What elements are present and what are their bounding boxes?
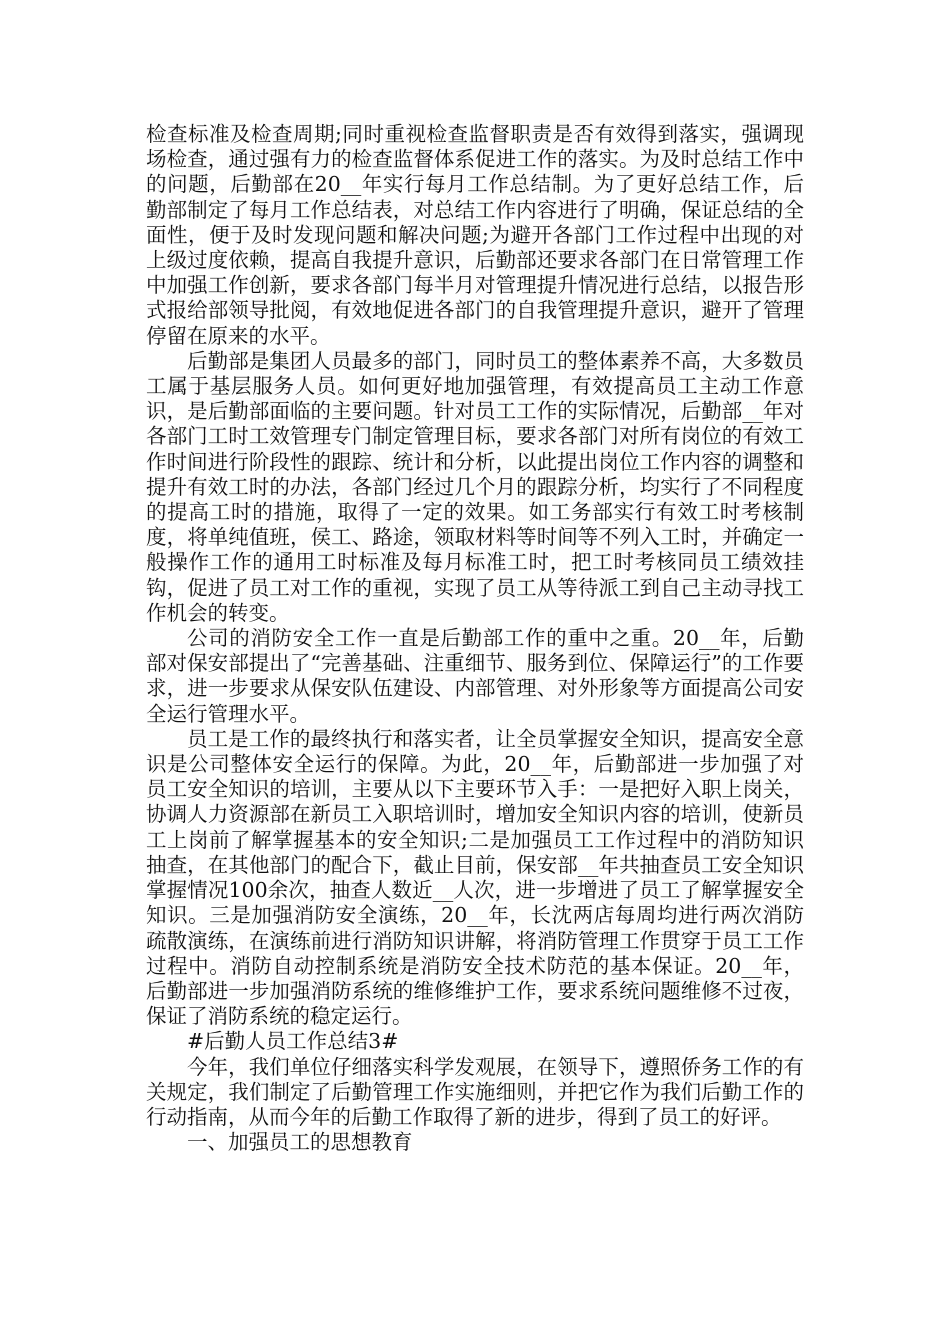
section-heading-summary-3: #后勤人员工作总结3# (187, 1029, 399, 1054)
document-page (146, 122, 804, 1155)
subheading-ideological-education: 一、加强员工的思想教育 (187, 1130, 413, 1155)
paragraph-this-year: 今年，我们单位仔细落实科学发观展，在领导下，遵照侨务工作的有关规定，我们制定了后勤管理工作实施细则，并把它作为我们后勤工作的行动指南，从而今年的后勤工作取得了新的进步，得到了员工的好评。 (146, 1054, 804, 1129)
paragraph-fire-safety: 公司的消防安全工作一直是后勤部工作的重中之重。20__年，后勤部对保安部提出了“完善基础、注重细节、服务到位、保障运行”的工作要求，进一步要求从保安队伍建设、内部管理、对外形象等方面提高公司安全运行管理水平。 (146, 626, 804, 726)
paragraph-safety-training: 员工是工作的最终执行和落实者，让全员掌握安全知识，提高安全意识是公司整体安全运行的保障。为此，20__年，后勤部进一步加强了对员工安全知识的培训，主要从以下主要环节入手：一是把好入职上岗关，协调人力资源部在新员工入职培训时，增加安全知识内容的培训，使新员工上岗前了解掌握基本的安全知识;二是加强员工工作过程中的消防知识抽查，在其他部门的配合下，截止目前，保安部__年共抽查员工安全知识掌握情况100余次，抽查人数近__人次，进一步增进了员工了解掌握安全知识。三是加强消防安全演练，20__年，长沈两店每周均进行两次消防疏散演练，在演练前进行消防知识讲解，将消防管理工作贯穿于员工工作过程中。消防自动控制系统是消防安全技术防范的基本保证。20__年，后勤部进一步加强消防系统的维修维护工作，要求系统问题维修不过夜，保证了消防系统的稳定运行。 (146, 726, 804, 1029)
paragraph-staff-management: 后勤部是集团人员最多的部门，同时员工的整体素养不高，大多数员工属于基层服务人员。如何更好地加强管理，有效提高员工主动工作意识，是后勤部面临的主要问题。针对员工工作的实际情况，后勤部__年对各部门工时工效管理专门制定管理目标，要求各部门对所有岗位的有效工作时间进行阶段性的跟踪、统计和分析，以此提出岗位工作内容的调整和提升有效工时的办法，各部门经过几个月的跟踪分析，均实行了不同程度的提高工时的措施，取得了一定的效果。如工务部实行有效工时考核制度，将单纯值班，侯工、路途，领取材料等时间等不列入工时，并确定一般操作工作的通用工时标准及每月标准工时，把工时考核同员工绩效挂钩，促进了员工对工作的重视，实现了员工从等待派工到自己主动寻找工作机会的转变。 (146, 348, 804, 625)
paragraph-inspection-standards: 检查标准及检查周期;同时重视检查监督职责是否有效得到落实，强调现场检查，通过强有力的检查监督体系促进工作的落实。为及时总结工作中的问题，后勤部在20__年实行每月工作总结制。为了更好总结工作，后勤部制定了每月工作总结表，对总结工作内容进行了明确，保证总结的全面性，便于及时发现问题和解决问题;为避开各部门工作过程中出现的对上级过度依赖，提高自我提升意识，后勤部还要求各部门在日常管理工作中加强工作创新，要求各部门每半月对管理提升情况进行总结，以报告形式报给部领导批阅，有效地促进各部门的自我管理提升意识，避开了管理停留在原来的水平。 (146, 122, 804, 348)
